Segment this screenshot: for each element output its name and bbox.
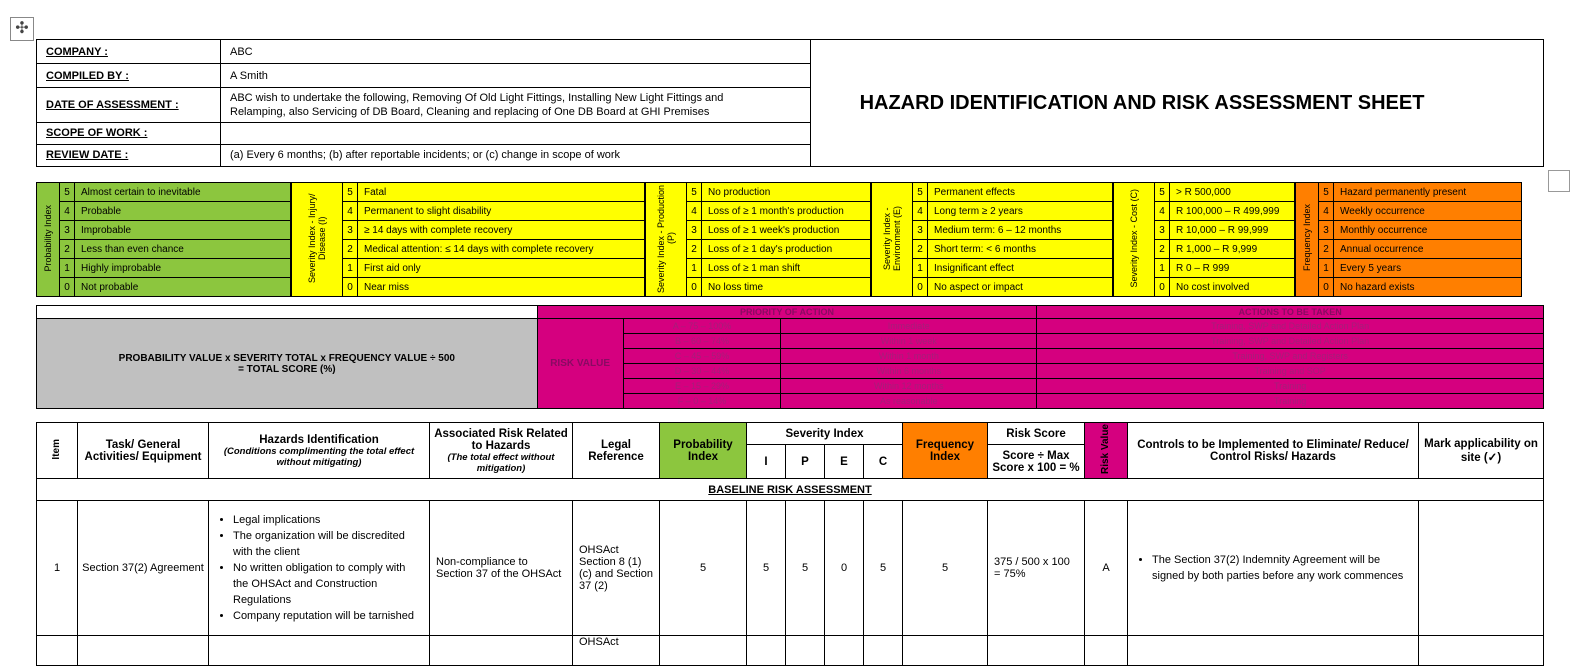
legend-row [292, 183, 645, 202]
col-sev-e: E [825, 445, 864, 479]
company-value: ABC [221, 40, 811, 64]
legend-value: 3 [1319, 221, 1334, 240]
row1-mark[interactable] [1419, 501, 1544, 636]
priority-grade: D [674, 366, 682, 376]
priority-timeframe: As reasonable [781, 394, 1037, 409]
legend-value: 1 [1319, 259, 1334, 278]
legend-value: 2 [687, 240, 702, 259]
col-hazard: Hazards Identification (Conditions complimenting the total effect without mitigating) [209, 423, 430, 479]
date-label: DATE OF ASSESSMENT : [37, 88, 221, 122]
legend-value: 4 [1319, 202, 1334, 221]
legend-value: 5 [1319, 183, 1334, 202]
legend-value: 5 [687, 183, 702, 202]
priority-grade: C [674, 351, 682, 361]
row1-sev-e: 0 [825, 501, 864, 636]
priority-percent: 60 – 74% [690, 336, 730, 346]
risk-assessment-table [36, 422, 1544, 666]
legend-row [646, 183, 871, 202]
probability-legend-title: Probability Index [37, 183, 60, 297]
priority-percent: 15 – 29% [690, 381, 730, 391]
col-item: Item [37, 423, 78, 479]
legend-row [37, 221, 291, 240]
row1-assoc: Non-compliance to Section 37 of the OHSAct [430, 501, 573, 636]
legend-value: 1 [913, 259, 928, 278]
date-value [221, 88, 811, 122]
row1-score: 375 / 500 x 100 = 75% [988, 501, 1085, 636]
priority-timeframe: Within 1 week [781, 334, 1037, 349]
priority-action: Training [1037, 379, 1544, 394]
legend-value: 1 [1155, 259, 1170, 278]
assessment-header [36, 39, 1544, 167]
row1-frequency: 5 [903, 501, 988, 636]
legend-description: Loss of ≥ 1 week's production [702, 221, 871, 240]
hazard-item: • Legal implications [233, 512, 423, 528]
date-value-line2: Relamping, also Servicing of DB Board, Cleaning and replacing of One DB Board at GHI Premises [230, 106, 710, 118]
frequency-legend-title: Frequency Index [1296, 183, 1319, 297]
legend-description: Almost certain to inevitable [75, 183, 291, 202]
legend-value: 3 [913, 221, 928, 240]
col-hazard-sub: (Conditions complimenting the total effect without mitigating) [223, 445, 415, 468]
legend-row [37, 202, 291, 221]
row2-legal: OHSAct [573, 636, 660, 666]
legend-description: Insignificant effect [928, 259, 1113, 278]
priority-percent: 45 – 59% [691, 351, 730, 361]
legend-value: 4 [343, 202, 358, 221]
col-assoc: Associated Risk Related to Hazards (The total effect without mitigation) [430, 423, 573, 479]
priority-action: Training and SOP [1037, 364, 1544, 379]
legend-row [292, 259, 645, 278]
priority-percent: 75 – 100% [688, 321, 732, 331]
row1-hazards [209, 501, 430, 636]
table-row [37, 501, 1544, 636]
legend-value: 2 [60, 240, 75, 259]
legend-description: R 0 – R 999 [1170, 259, 1295, 278]
legend-description: Medium term: 6 – 12 months [928, 221, 1113, 240]
priority-grade: A [672, 321, 679, 331]
legend-description: Loss of ≥ 1 month's production [702, 202, 871, 221]
col-sev-p: P [786, 445, 825, 479]
legend-value: 0 [1319, 278, 1334, 297]
legend-value: 3 [687, 221, 702, 240]
legend-value: 1 [60, 259, 75, 278]
compiled-label: COMPILED BY : [37, 64, 221, 88]
cost-legend-title: Severity Index - Cost (C) [1114, 183, 1155, 297]
legend-value: 5 [343, 183, 358, 202]
row1-task: Section 37(2) Agreement [78, 501, 209, 636]
row1-sev-c: 5 [864, 501, 903, 636]
row1-legal: OHSAct Section 8 (1) (c) and Section 37 (2) [573, 501, 660, 636]
table-resize-handle[interactable] [1548, 170, 1570, 192]
legend-description: No aspect or impact [928, 278, 1113, 297]
legend-description: No hazard exists [1334, 278, 1522, 297]
legend-value: 1 [687, 259, 702, 278]
col-legal: Legal Reference [573, 423, 660, 479]
priority-range: F – 0 – 14% [623, 394, 781, 409]
col-risk-score-sub: Score ÷ Max Score x 100 = % [988, 445, 1085, 479]
legend-value: 2 [913, 240, 928, 259]
legend-row [37, 259, 291, 278]
legend-description: Short term: < 6 months [928, 240, 1113, 259]
legend-description: R 100,000 – R 499,999 [1170, 202, 1295, 221]
priority-header: PRIORITY OF ACTION [537, 306, 1037, 319]
legend-description: No cost involved [1170, 278, 1295, 297]
review-value: (a) Every 6 months; (b) after reportable incidents; or (c) change in scope of work [221, 144, 811, 166]
legend-description: Loss of ≥ 1 day's production [702, 240, 871, 259]
compiled-value: A Smith [221, 64, 811, 88]
legend-description: Loss of ≥ 1 man shift [702, 259, 871, 278]
legend-value: 3 [1155, 221, 1170, 240]
actions-header: ACTIONS TO BE TAKEN [1037, 306, 1544, 319]
priority-timeframe: Within 6 months [781, 364, 1037, 379]
legend-description: Fatal [358, 183, 645, 202]
legend-description: Permanent to slight disability [358, 202, 645, 221]
legend-description: Hazard permanently present [1334, 183, 1522, 202]
legend-value: 2 [343, 240, 358, 259]
production-legend-title: Severity Index - Production (P) [646, 183, 687, 297]
legend-description: Annual occurrence [1334, 240, 1522, 259]
legend-row [292, 221, 645, 240]
priority-table [36, 305, 1544, 409]
col-mark: Mark applicability on site (✓) [1419, 423, 1544, 479]
col-assoc-sub: (The total effect without mitigation) [447, 451, 555, 474]
frequency-legend [1295, 182, 1522, 293]
legend-value: 2 [1319, 240, 1334, 259]
legend-value: 0 [913, 278, 928, 297]
col-sev-i: I [747, 445, 786, 479]
row1-control-item: • The Section 37(2) Indemnity Agreement will be signed by both parties before any work commences [1152, 552, 1412, 584]
legend-value: 5 [1155, 183, 1170, 202]
injury-legend-title: Severity Index - Injury/ Disease (I) [292, 183, 343, 297]
priority-action: Training, SWP and Registers [1037, 349, 1544, 364]
legend-row [1296, 183, 1522, 202]
risk-formula-line2: = TOTAL SCORE (%) [238, 363, 336, 375]
priority-grade: F [677, 396, 684, 406]
priority-blank [37, 306, 538, 319]
baseline-banner: BASELINE RISK ASSESSMENT [37, 479, 1544, 501]
legend-row [1296, 202, 1522, 221]
legend-row [292, 202, 645, 221]
legend-value: 5 [913, 183, 928, 202]
hazard-item: • Company reputation will be tarnished [233, 608, 423, 624]
legend-value: 4 [687, 202, 702, 221]
legend-value: 0 [1155, 278, 1170, 297]
col-sev-c: C [864, 445, 903, 479]
legend-description: No production [702, 183, 871, 202]
legend-description: Near miss [358, 278, 645, 297]
legend-value: 0 [60, 278, 75, 297]
col-risk-value: Risk Value [1085, 423, 1128, 479]
legend-value: 4 [60, 202, 75, 221]
table-move-handle-icon[interactable]: ✣ [10, 17, 34, 41]
legend-description: Monthly occurrence [1334, 221, 1522, 240]
legend-description: Improbable [75, 221, 291, 240]
row1-controls [1128, 501, 1419, 636]
legend-value: 0 [343, 278, 358, 297]
row1-item: 1 [37, 501, 78, 636]
row1-sev-i: 5 [747, 501, 786, 636]
hazard-item: • No written obligation to comply with the OHSAct and Construction Regulations [233, 560, 423, 608]
legend-description: Not probable [75, 278, 291, 297]
legend-row [1296, 259, 1522, 278]
priority-percent: 30 – 44% [691, 366, 730, 376]
scope-value [221, 122, 811, 144]
legend-row [292, 278, 645, 297]
legend-value: 3 [343, 221, 358, 240]
priority-action: Training, SWP and Detailed Action Plan [1037, 334, 1544, 349]
legend-row [292, 240, 645, 259]
row1-probability: 5 [660, 501, 747, 636]
environment-legend-title: Severity Index - Environment (E) [872, 183, 913, 297]
priority-action: Training, SWP and Detailed Action Plan [1037, 319, 1544, 334]
col-risk-score: Risk Score [988, 423, 1085, 445]
legend-description: Highly improbable [75, 259, 291, 278]
scope-label: SCOPE OF WORK : [37, 122, 221, 144]
legend-description: > R 500,000 [1170, 183, 1295, 202]
priority-grade: B [674, 336, 681, 346]
priority-percent: 0 – 14% [693, 396, 727, 406]
priority-range: B – 60 – 74% [623, 334, 781, 349]
legend-value: 5 [60, 183, 75, 202]
legend-row [1296, 221, 1522, 240]
injury-legend [291, 182, 645, 293]
col-severity: Severity Index [747, 423, 903, 445]
legend-value: 4 [1155, 202, 1170, 221]
hazard-item: • The organization will be discredited with the client [233, 528, 423, 560]
priority-timeframe: Immediate [781, 319, 1037, 334]
col-probability: Probability Index [660, 423, 747, 479]
priority-timeframe: Within 1 month [781, 349, 1037, 364]
legend-description: R 10,000 – R 99,999 [1170, 221, 1295, 240]
row1-sev-p: 5 [786, 501, 825, 636]
legend-row [37, 183, 291, 202]
legend-description: Less than even chance [75, 240, 291, 259]
legend-row [37, 278, 291, 297]
legend-row [37, 240, 291, 259]
legend-value: 4 [913, 202, 928, 221]
cost-legend [1113, 182, 1295, 293]
table-row [37, 636, 1544, 666]
col-controls: Controls to be Implemented to Eliminate/ Reduce/ Control Risks/ Hazards [1128, 423, 1419, 479]
legend-description: R 1,000 – R 9,999 [1170, 240, 1295, 259]
legend-value: 1 [343, 259, 358, 278]
sheet-title: HAZARD IDENTIFICATION AND RISK ASSESSMENT SHEET [811, 40, 1544, 167]
priority-range: E – 15 – 29% [623, 379, 781, 394]
priority-range: A – 75 – 100% [623, 319, 781, 334]
legend-row [1296, 240, 1522, 259]
col-frequency: Frequency Index [903, 423, 988, 479]
legend-row [1296, 278, 1522, 297]
legend-description: ≥ 14 days with complete recovery [358, 221, 645, 240]
priority-range: C – 45 – 59% [623, 349, 781, 364]
priority-grade: E [674, 381, 681, 391]
date-value-line1: ABC wish to undertake the following, Removing Of Old Light Fittings, Installing New Light Fittings and [230, 92, 724, 104]
legend-row [1114, 183, 1295, 202]
row1-risk-value: A [1085, 501, 1128, 636]
legend-description: Medical attention: ≤ 14 days with complete recovery [358, 240, 645, 259]
legend-description: Long term ≥ 2 years [928, 202, 1113, 221]
legend-description: First aid only [358, 259, 645, 278]
legend-description: Permanent effects [928, 183, 1113, 202]
risk-formula-line1: PROBABILITY VALUE x SEVERITY TOTAL x FREQUENCY VALUE ÷ 500 [118, 352, 455, 364]
legend-description: No loss time [702, 278, 871, 297]
col-task: Task/ General Activities/ Equipment [78, 423, 209, 479]
review-label: REVIEW DATE : [37, 144, 221, 166]
priority-timeframe: Within 12 months [781, 379, 1037, 394]
production-legend [645, 182, 871, 293]
risk-value-label: RISK VALUE [537, 319, 623, 409]
company-label: COMPANY : [37, 40, 221, 64]
legend-description: Probable [75, 202, 291, 221]
legend-value: 3 [60, 221, 75, 240]
legend-value: 0 [687, 278, 702, 297]
probability-legend [36, 182, 291, 293]
legend-row [872, 183, 1113, 202]
legend-description: Weekly occurrence [1334, 202, 1522, 221]
risk-formula [37, 319, 538, 409]
priority-range: D – 30 – 44% [623, 364, 781, 379]
priority-action: Training [1037, 394, 1544, 409]
priority-row [37, 319, 1544, 334]
legend-value: 2 [1155, 240, 1170, 259]
environment-legend [871, 182, 1113, 293]
legend-description: Every 5 years [1334, 259, 1522, 278]
